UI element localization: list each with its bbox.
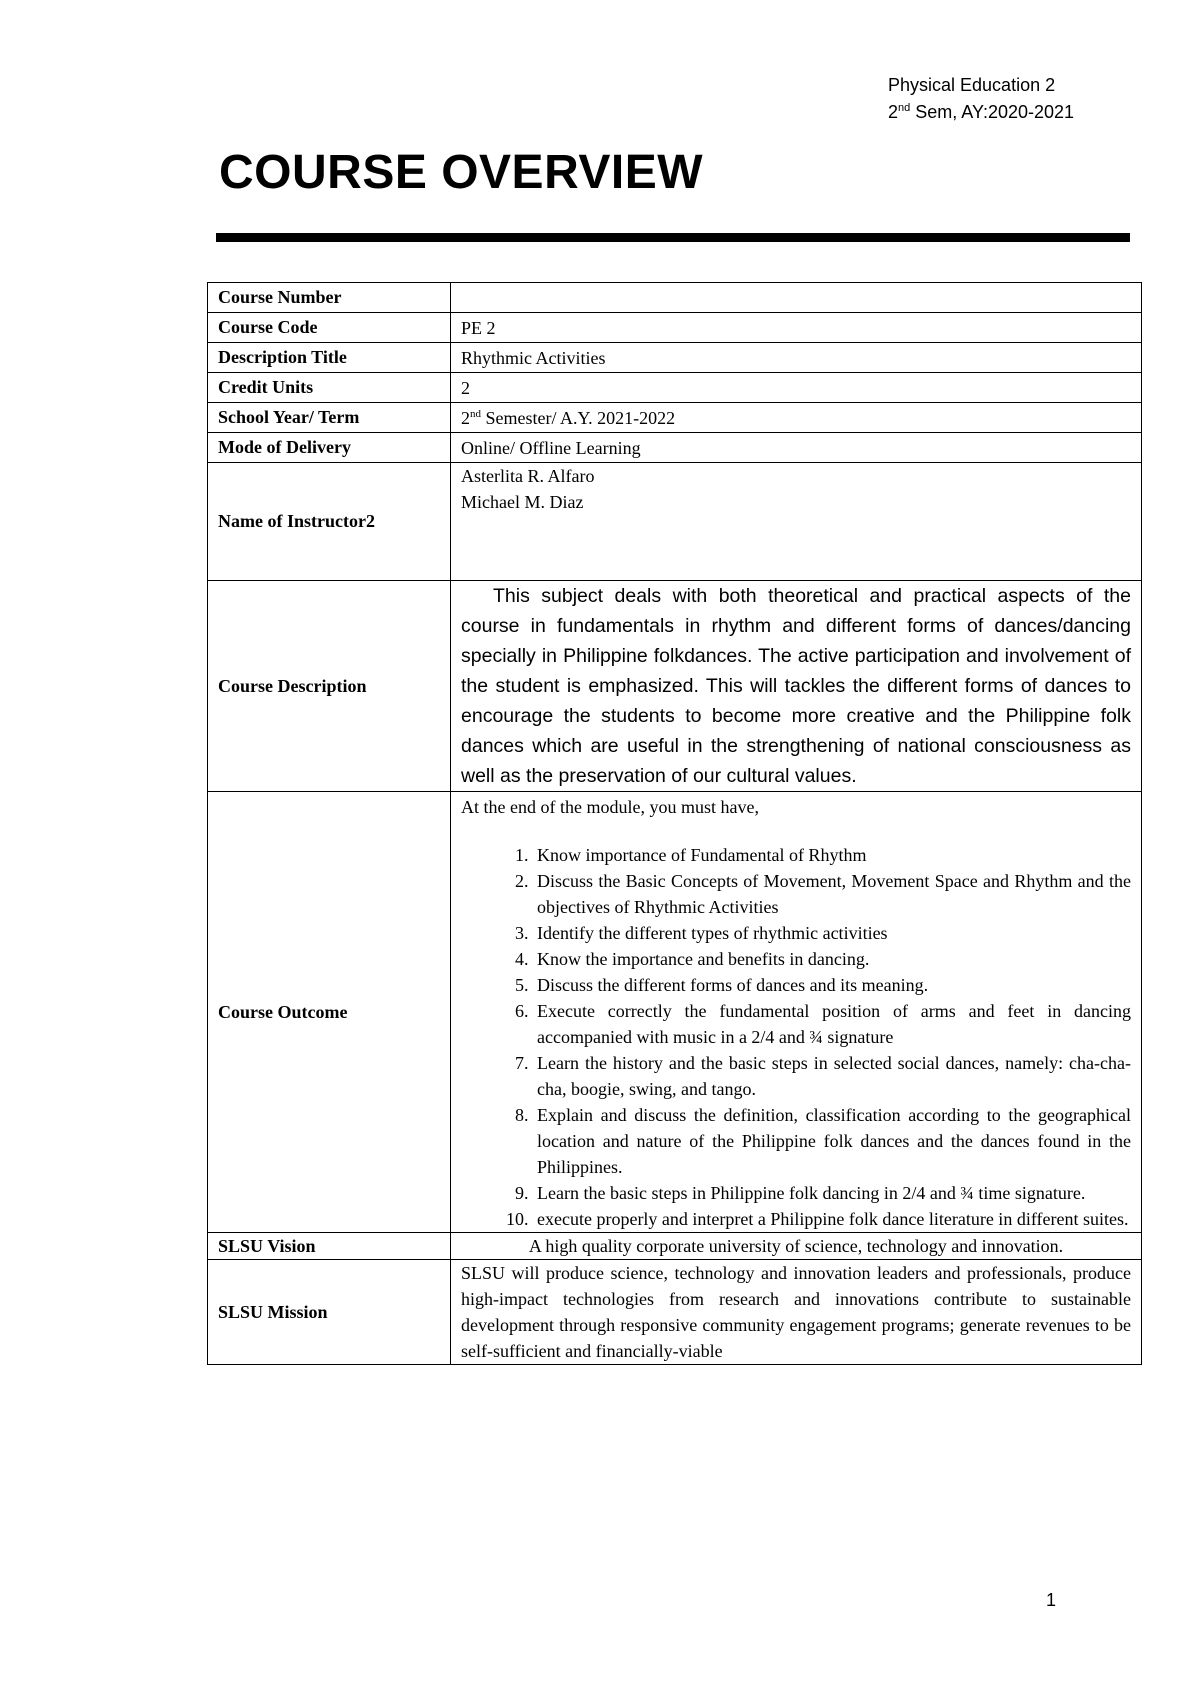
label-school-year: School Year/ Term [208, 403, 451, 433]
list-item: 6. Execute correctly the fundamental position of arms and feet in dancing accompanied with music in a 2/4 and ¾ signature [533, 998, 1131, 1050]
label-course-code: Course Code [208, 313, 451, 343]
list-item: 5. Discuss the different forms of dances and its meaning. [533, 972, 1131, 998]
list-item: 9. Learn the basic steps in Philippine folk dancing in 2/4 and ¾ time signature. [533, 1180, 1131, 1206]
value-course-code: PE 2 [451, 313, 1142, 343]
instructor-name: Michael M. Diaz [461, 492, 584, 512]
row-instructor [208, 463, 1142, 581]
row-slsu-vision [208, 1233, 1142, 1260]
header-sem-rest: Sem, AY:2020-2021 [910, 102, 1075, 122]
course-description-text: This subject deals with both theoretical and practical aspects of the course in fundamentals in rhythm and different forms of dances/dancing specially in Philippine folkdances. The active participation and involvement of the student is emphasized. This will tackles the different forms of dances to encourage the students to become more creative and the Philippine folk dances which are useful in the strengthening of national consciousness as well as the preservation of our cultural values. [461, 585, 1131, 787]
label-slsu-mission: SLSU Mission [208, 1260, 451, 1365]
outcome-intro: At the end of the module, you must have, [461, 797, 759, 817]
title-underline [216, 233, 1130, 242]
value-school-year [451, 403, 1142, 433]
page-header [888, 72, 1178, 126]
list-item: 8. Explain and discuss the definition, classification according to the geographical location and nature of the Philippine folk dances and the dances found in the Philippines. [533, 1102, 1131, 1180]
label-course-description: Course Description [208, 581, 451, 792]
list-item: 1. Know importance of Fundamental of Rhythm [533, 842, 1131, 868]
list-item: 10. execute properly and interpret a Philippine folk dance literature in different suites. [533, 1206, 1131, 1232]
list-item: 4. Know the importance and benefits in dancing. [533, 946, 1131, 972]
course-overview-table [207, 282, 1142, 1365]
value-instructor [451, 463, 1142, 581]
row-slsu-mission [208, 1260, 1142, 1365]
value-course-outcome [451, 792, 1142, 1233]
label-slsu-vision: SLSU Vision [208, 1233, 451, 1260]
row-mode-of-delivery [208, 433, 1142, 463]
value-description-title: Rhythmic Activities [451, 343, 1142, 373]
header-semester [888, 99, 1178, 126]
row-course-code [208, 313, 1142, 343]
label-credit-units: Credit Units [208, 373, 451, 403]
outcome-list [461, 842, 1131, 1232]
label-course-outcome: Course Outcome [208, 792, 451, 1233]
school-year-sup: nd [470, 407, 481, 420]
value-slsu-mission: SLSU will produce science, technology and innovation leaders and professionals, produce high-impact technologies from research and innovations contribute to sustainable development through responsive community engagement programs; generate revenues to be self-sufficient and financially-viable [451, 1260, 1142, 1365]
header-sem-sup: nd [898, 102, 911, 114]
value-course-description [451, 581, 1142, 792]
list-item: 2. Discuss the Basic Concepts of Movement, Movement Space and Rhythm and the objectives of Rhythmic Activities [533, 868, 1131, 920]
row-course-number [208, 283, 1142, 313]
instructor-name: Asterlita R. Alfaro [461, 466, 595, 486]
row-course-description [208, 581, 1142, 792]
school-year-rest: Semester/ A.Y. 2021-2022 [481, 407, 676, 428]
value-slsu-vision: A high quality corporate university of science, technology and innovation. [451, 1233, 1142, 1260]
row-description-title [208, 343, 1142, 373]
label-description-title: Description Title [208, 343, 451, 373]
header-sem-prefix: 2 [888, 102, 899, 122]
school-year-prefix: 2 [461, 407, 470, 428]
row-course-outcome [208, 792, 1142, 1233]
page-number: 1 [1046, 1590, 1057, 1610]
list-item: 7. Learn the history and the basic steps in selected social dances, namely: cha-cha-cha, boogie, swing, and tango. [533, 1050, 1131, 1102]
label-course-number: Course Number [208, 283, 451, 313]
value-mode-of-delivery: Online/ Offline Learning [451, 433, 1142, 463]
header-course: Physical Education 2 [888, 75, 1056, 95]
value-credit-units: 2 [451, 373, 1142, 403]
row-credit-units [208, 373, 1142, 403]
row-school-year [208, 403, 1142, 433]
list-item: 3. Identify the different types of rhythmic activities [533, 920, 1131, 946]
label-instructor: Name of Instructor2 [208, 463, 451, 581]
value-course-number [451, 283, 1142, 313]
page-title: COURSE OVERVIEW [219, 146, 704, 199]
label-mode-of-delivery: Mode of Delivery [208, 433, 451, 463]
